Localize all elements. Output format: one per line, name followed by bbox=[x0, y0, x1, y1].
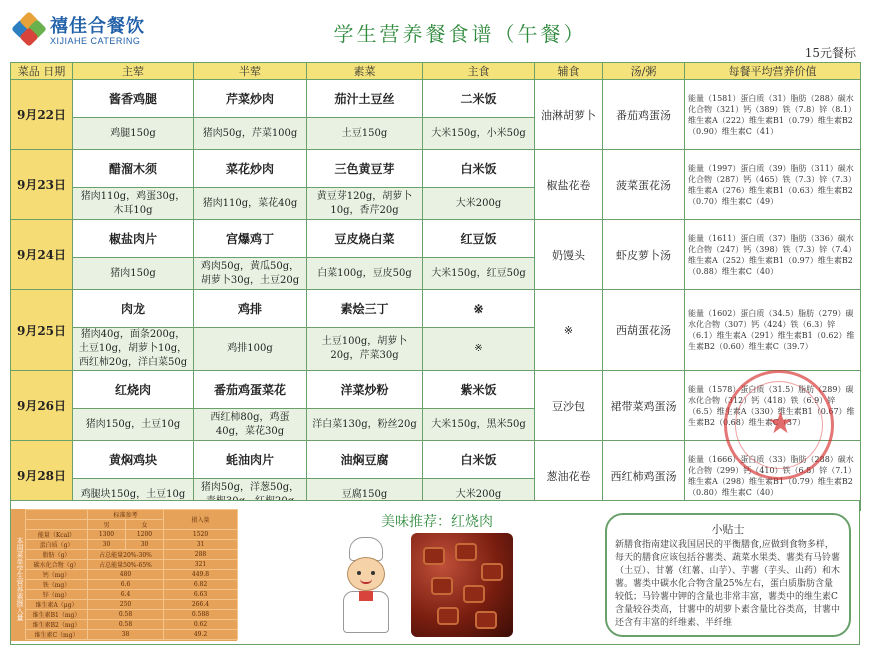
soup: 番茄鸡蛋汤 bbox=[603, 80, 685, 150]
reference-row bbox=[26, 600, 238, 610]
header-soup: 汤/粥 bbox=[603, 63, 685, 80]
dish-ingredients: 猪肉150g，土豆10g bbox=[73, 409, 194, 441]
reference-table bbox=[25, 509, 238, 640]
reference-intake: 49.2 bbox=[164, 630, 238, 640]
reference-row bbox=[26, 580, 238, 590]
dish-name: 洋菜炒粉 bbox=[307, 371, 423, 409]
dish-ingredients: 黄豆芽120g，胡萝卜10g，香芹20g bbox=[307, 188, 423, 220]
tips-box bbox=[605, 513, 851, 637]
side-dish: 奶馒头 bbox=[535, 220, 603, 290]
dish-name: 紫米饭 bbox=[423, 371, 535, 409]
dish-name: 红豆饭 bbox=[423, 220, 535, 258]
dish-ingredients: 西红柿80g，鸡蛋40g，菜花30g bbox=[194, 409, 307, 441]
braised-pork-photo bbox=[411, 533, 513, 637]
dish-name: 二米饭 bbox=[423, 80, 535, 118]
reference-female: 1200 bbox=[126, 530, 164, 540]
dish-name: 椒盐肉片 bbox=[73, 220, 194, 258]
corner-header: 菜品 日期 bbox=[11, 63, 73, 80]
reference-male: 1300 bbox=[88, 530, 126, 540]
day-dish-row bbox=[11, 441, 861, 479]
dish-ingredients: 大米200g bbox=[423, 188, 535, 220]
reference-nutrient: 维生素B1（mg） bbox=[26, 610, 88, 620]
day-dish-row bbox=[11, 371, 861, 409]
dish-name: 油焖豆腐 bbox=[307, 441, 423, 479]
dish-ingredients: 豆腐150g bbox=[307, 479, 423, 511]
soup: 西葫蛋花汤 bbox=[603, 290, 685, 371]
dish-ingredients: 猪肉150g bbox=[73, 258, 194, 290]
dish-name: ※ bbox=[423, 290, 535, 328]
reference-nutrient: 维生素A（μg） bbox=[26, 600, 88, 610]
soup: 裙带菜鸡蛋汤 bbox=[603, 371, 685, 441]
dish-ingredients: 大米150g，黑米50g bbox=[423, 409, 535, 441]
dish-name: 白米饭 bbox=[423, 150, 535, 188]
day-date: 9月23日 bbox=[11, 150, 73, 220]
reference-nutrient: 铁（mg） bbox=[26, 580, 88, 590]
day-dish-row bbox=[11, 80, 861, 118]
day-dish-row bbox=[11, 290, 861, 328]
brand-name-en: XIJIAHE CATERING bbox=[50, 36, 141, 46]
dish-name: 豆皮烧白菜 bbox=[307, 220, 423, 258]
header-half-meat: 半荤 bbox=[194, 63, 307, 80]
side-dish: 葱油花卷 bbox=[535, 441, 603, 511]
page-title: 学生营养餐食谱（午餐） bbox=[333, 22, 587, 46]
reference-standard: 占总能量20%-30% bbox=[88, 550, 164, 560]
official-seal-stamp: ★ bbox=[724, 370, 834, 480]
side-dish: 豆沙包 bbox=[535, 371, 603, 441]
day-date: 9月25日 bbox=[11, 290, 73, 371]
dish-name: 素烩三丁 bbox=[307, 290, 423, 328]
menu-table bbox=[10, 62, 861, 511]
header-vegetable: 素菜 bbox=[307, 63, 423, 80]
reference-standard: 0.58 bbox=[88, 610, 164, 620]
dish-name: 黄焖鸡块 bbox=[73, 441, 194, 479]
bottom-panel bbox=[10, 500, 860, 645]
dish-ingredients: 大米200g bbox=[423, 479, 535, 511]
dish-ingredients: 大米150g，红豆50g bbox=[423, 258, 535, 290]
nutrition-info: 能量（1666）蛋白质（33）脂肪（288）碳水化合物（299）钙（410）铁（6.8）锌（7.1）维生素A（298）维生素B1（0.79）维生素B2（0.80）维生素C（40） bbox=[685, 441, 861, 511]
dish-name: 菜花炒肉 bbox=[194, 150, 307, 188]
brand-name: 禧佳合餐饮 bbox=[50, 16, 145, 37]
day-date: 9月28日 bbox=[11, 441, 73, 511]
dish-name: 蚝油肉片 bbox=[194, 441, 307, 479]
side-dish: ※ bbox=[535, 290, 603, 371]
reference-intake: 449.8 bbox=[164, 570, 238, 580]
reference-intake: 0.62 bbox=[164, 620, 238, 630]
dish-ingredients: 猪肉40g，面条200g，土豆10g，胡萝卜10g，西红柿20g，洋白菜50g bbox=[73, 328, 194, 371]
dish-name: 醋溜木须 bbox=[73, 150, 194, 188]
dish-ingredients: 白菜100g，豆皮50g bbox=[307, 258, 423, 290]
day-date: 9月26日 bbox=[11, 371, 73, 441]
reference-standard: 6.4 bbox=[88, 590, 164, 600]
reference-nutrient: 能量（Kcal） bbox=[26, 530, 88, 540]
nutrition-info: 能量（1602）蛋白质（34.5）脂肪（279）碳水化合物（307）钙（424）铁（6.3）锌（6.1）维生素A（291）维生素B1（0.62）维生素B2（0.60）维生素C（39.7） bbox=[685, 290, 861, 371]
dish-ingredients: 大米150g，小米50g bbox=[423, 118, 535, 150]
tips-title: 小贴士 bbox=[711, 523, 745, 536]
reference-row bbox=[26, 540, 238, 550]
reference-standard: 0.58 bbox=[88, 620, 164, 630]
dish-ingredients: 土豆100g，胡萝卜20g，芹菜30g bbox=[307, 328, 423, 371]
tips-body: 新膳食指南建议我国居民的平衡膳食,应做到食物多样，每天的膳食应该包括谷薯类、蔬菜水果类、薯类有马铃薯（土豆）、甘薯（红薯、山芋）、芋薯（芋头、山药）和木薯。薯类中碳水化合物含量25%左右，蛋白质脂肪含量较低；马铃薯中钾的含量也非常丰富，薯类中的维生素C含量较谷类高，甘薯中的胡萝卜素含量比谷类高，甘薯中还含有丰富的纤维素、半纤维 bbox=[615, 540, 841, 628]
dish-ingredients: 猪肉50g，芹菜100g bbox=[194, 118, 307, 150]
reference-intake: 6.82 bbox=[164, 580, 238, 590]
dish-ingredients: 猪肉50g，洋葱50g， bbox=[194, 479, 307, 511]
dish-ingredients: 土豆150g bbox=[307, 118, 423, 150]
soup: 虾皮萝卜汤 bbox=[603, 220, 685, 290]
reference-row bbox=[26, 570, 238, 580]
reference-standard: 占总能量50%-65% bbox=[88, 560, 164, 570]
reference-panel bbox=[11, 509, 237, 641]
dish-name: 番茄鸡蛋菜花 bbox=[194, 371, 307, 409]
reference-side-label: 本周菜单学生营养素摄入量 bbox=[16, 537, 24, 621]
reference-nutrient: 脂肪（g） bbox=[26, 550, 88, 560]
reference-intake: 1520 bbox=[164, 530, 238, 540]
reference-row bbox=[26, 590, 238, 600]
side-dish: 椒盐花卷 bbox=[535, 150, 603, 220]
reference-row bbox=[26, 630, 238, 640]
soup: 菠菜蛋花汤 bbox=[603, 150, 685, 220]
nutrition-info: 能量（1581）蛋白质（31）脂肪（288）碳水化合物（321）钙（389）铁（7.8）锌（8.1）维生素A（222）维生素B1（0.79）维生素B2（0.90）维生素C（41） bbox=[685, 80, 861, 150]
reference-row bbox=[26, 620, 238, 630]
reference-standard: 38 bbox=[88, 630, 164, 640]
reference-row bbox=[26, 610, 238, 620]
dish-ingredients: 猪肉110g，鸡蛋30g，木耳10g bbox=[73, 188, 194, 220]
day-dish-row bbox=[11, 150, 861, 188]
reference-nutrient: 锌（mg） bbox=[26, 590, 88, 600]
dish-name: 宫爆鸡丁 bbox=[194, 220, 307, 258]
dish-name: 肉龙 bbox=[73, 290, 194, 328]
dish-ingredients: 鸡排100g bbox=[194, 328, 307, 371]
reference-intake: 321 bbox=[164, 560, 238, 570]
dish-name: 白米饭 bbox=[423, 441, 535, 479]
day-dish-row bbox=[11, 220, 861, 258]
header-nutrition: 每餐平均营养价值 bbox=[685, 63, 861, 80]
chef-illustration-icon bbox=[331, 537, 401, 637]
dish-name: 鸡排 bbox=[194, 290, 307, 328]
reference-standard: 480 bbox=[88, 570, 164, 580]
reference-row bbox=[26, 560, 238, 570]
dish-name: 红烧肉 bbox=[73, 371, 194, 409]
nutrition-info: 能量（1611）蛋白质（37）脂肪（336）碳水化合物（247）钙（398）铁（7.3）锌（7.4）维生素A（252）维生素B1（0.97）维生素B2（0.88）维生素C（40） bbox=[685, 220, 861, 290]
price-label: 15元餐标 bbox=[804, 46, 856, 60]
table-header-row bbox=[11, 63, 861, 80]
reference-female-header: 女 bbox=[126, 520, 164, 530]
page-header bbox=[0, 0, 870, 64]
reference-intake: 266.4 bbox=[164, 600, 238, 610]
recommend-title: 美味推荐：红烧肉 bbox=[381, 514, 493, 530]
header-side: 辅食 bbox=[535, 63, 603, 80]
reference-nutrient: 维生素C（mg） bbox=[26, 630, 88, 640]
reference-intake: 31 bbox=[164, 540, 238, 550]
dish-name: 芹菜炒肉 bbox=[194, 80, 307, 118]
reference-female: 30 bbox=[126, 540, 164, 550]
reference-nutrient: 维生素B2（mg） bbox=[26, 620, 88, 630]
reference-male-header: 男 bbox=[88, 520, 126, 530]
reference-male: 30 bbox=[88, 540, 126, 550]
soup: 西红柿鸡蛋汤 bbox=[603, 441, 685, 511]
dish-ingredients: 鸡腿150g bbox=[73, 118, 194, 150]
dish-ingredients: 猪肉110g，菜花40g bbox=[194, 188, 307, 220]
reference-intake: 0.588 bbox=[164, 610, 238, 620]
side-dish: 油淋胡萝卜 bbox=[535, 80, 603, 150]
dish-ingredients: 鸡肉50g，黄瓜50g，胡萝卜30g，土豆20g bbox=[194, 258, 307, 290]
dish-name: 茄汁土豆丝 bbox=[307, 80, 423, 118]
nutrition-info: 能量（1578）蛋白质（31.5）脂肪（289）碳水化合物（312）钙（418）铁（6.9）锌（6.5）维生素A（330）维生素B1（0.67）维生素B2（0.68）维生素C（37） bbox=[685, 371, 861, 441]
reference-intake-header: 摄入量 bbox=[164, 510, 238, 530]
header-staple: 主食 bbox=[423, 63, 535, 80]
dish-name: 酱香鸡腿 bbox=[73, 80, 194, 118]
dish-ingredients: 鸡腿块150g，土豆10g bbox=[73, 479, 194, 511]
nutrition-info: 能量（1997）蛋白质（39）脂肪（311）碳水化合物（287）钙（465）铁（7.3）锌（7.3）维生素A（276）维生素B1（0.63）维生素B2（0.70）维生素C（49） bbox=[685, 150, 861, 220]
company-logo-icon bbox=[14, 14, 44, 44]
reference-row bbox=[26, 530, 238, 540]
header-main-meat: 主荤 bbox=[73, 63, 194, 80]
reference-intake: 6.63 bbox=[164, 590, 238, 600]
dish-ingredients: 洋白菜130g，粉丝20g bbox=[307, 409, 423, 441]
reference-blank bbox=[26, 510, 88, 520]
reference-blank bbox=[26, 520, 88, 530]
dish-name: 三色黄豆芽 bbox=[307, 150, 423, 188]
reference-standard: 6.6 bbox=[88, 580, 164, 590]
reference-nutrient: 蛋白质（g） bbox=[26, 540, 88, 550]
reference-nutrient: 碳水化合物（g） bbox=[26, 560, 88, 570]
reference-nutrient: 钙（mg） bbox=[26, 570, 88, 580]
reference-row bbox=[26, 550, 238, 560]
reference-standard: 250 bbox=[88, 600, 164, 610]
dish-ingredients: ※ bbox=[423, 328, 535, 371]
day-date: 9月22日 bbox=[11, 80, 73, 150]
day-date: 9月24日 bbox=[11, 220, 73, 290]
reference-heading: 标准参考 bbox=[88, 510, 164, 520]
reference-intake: 288 bbox=[164, 550, 238, 560]
